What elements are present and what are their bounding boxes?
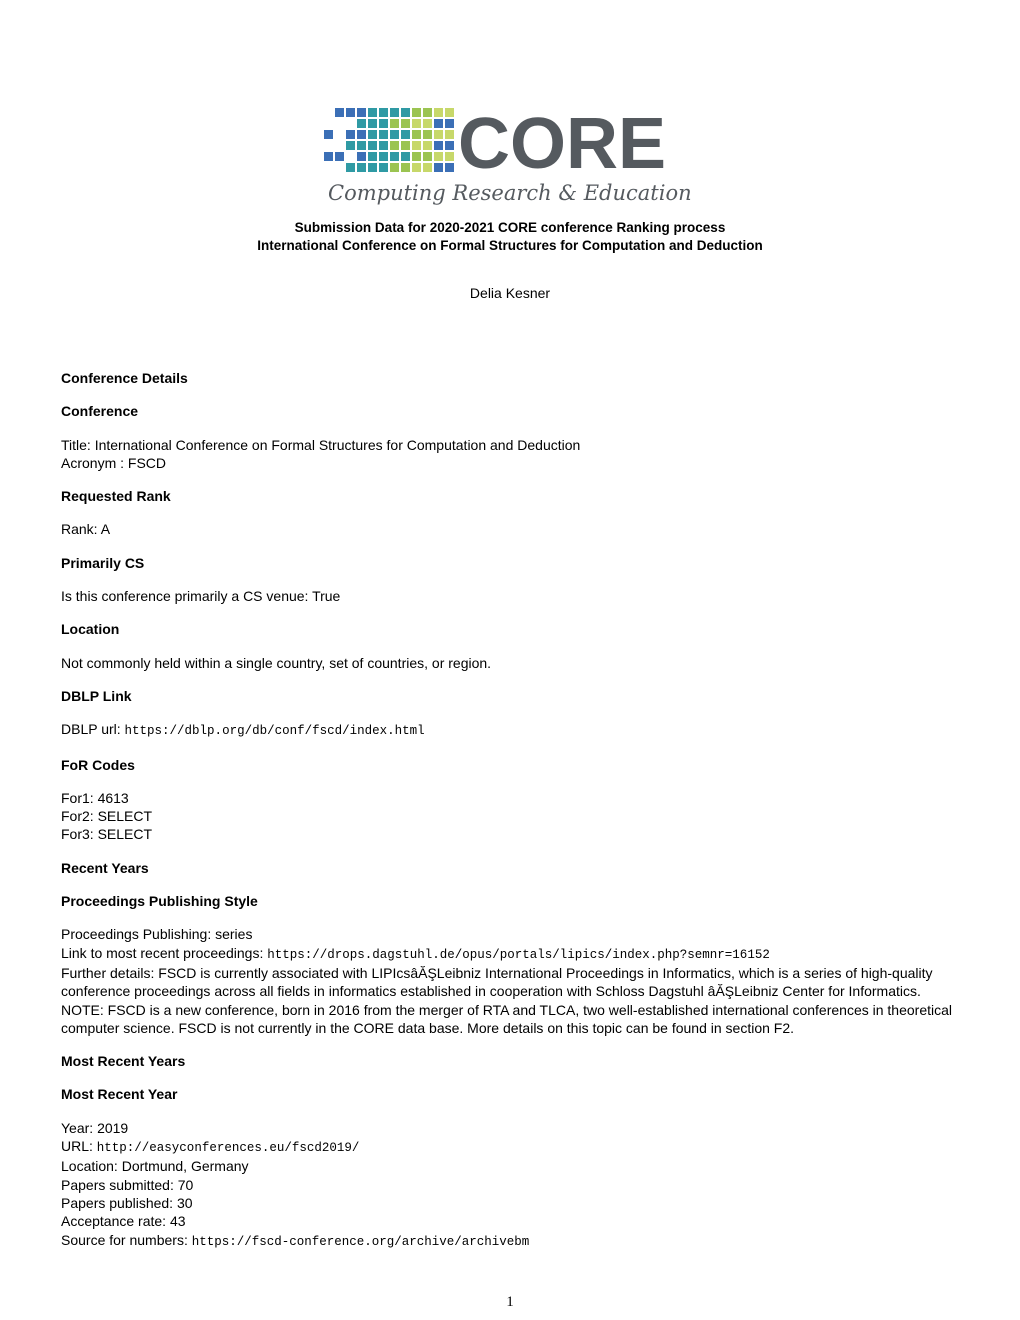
logo-pixel [434,141,443,150]
proceedings-link-label: Link to most recent proceedings: [61,944,268,961]
logo-pixel [379,130,388,139]
logo-pixel [412,163,421,172]
proceedings-url-link[interactable]: https://drops.dagstuhl.de/opus/portals/lipics/index.php?semnr=16152 [267,947,770,962]
logo-pixel [379,141,388,150]
logo-pixel [346,163,355,172]
papers-published-line: Papers published: 30 [61,1194,193,1211]
section-heading: Conference Details [61,370,188,386]
logo-pixel [401,152,410,161]
logo-pixel [368,141,377,150]
section-heading: Requested Rank [61,488,171,505]
section-heading: Recent Years [61,859,149,876]
logo-pixel [412,130,421,139]
dblp-label: DBLP url: [61,721,125,738]
dblp-line [61,720,961,740]
section-heading: Most Recent Years [61,1053,186,1070]
logo-pixel [335,108,344,117]
logo-pixel [357,119,366,128]
url-label: URL: [61,1138,97,1155]
logo-pixel [445,130,454,139]
for2-line: For2: SELECT [61,808,153,825]
logo-pixel [368,163,377,172]
for-codes [61,789,961,844]
logo-pixel [445,119,454,128]
logo-pixel [401,163,410,172]
section-heading: FoR Codes [61,756,135,773]
section-heading: Primarily CS [61,554,145,571]
logo-pixel [445,152,454,161]
logo-pixel [423,130,432,139]
for3-line: For3: SELECT [61,826,153,843]
acceptance-rate-line: Acceptance rate: 43 [61,1213,186,1230]
note-paragraph: NOTE: FSCD is a new conference, born in 2016 from the merger of RTA and TLCA, two well-established international conferences in theoretical computer science. FSCD is not currently in the CORE data base. More details on this topic can be found in section F2. [61,1001,952,1036]
proceedings-info [61,925,961,1037]
conference-url-link[interactable]: http://easyconferences.eu/fscd2019/ [96,1141,360,1156]
proceedings-publishing-line: Proceedings Publishing: series [61,926,253,943]
acronym-line: Acronym : FSCD [61,454,167,471]
logo-pixel [368,119,377,128]
papers-submitted-line: Papers submitted: 70 [61,1176,194,1193]
logo-wordmark: CORE [458,104,667,184]
for1-line: For1: 4613 [61,789,129,806]
document-body [61,369,961,1266]
logo-pixel [357,152,366,161]
url-line [61,1137,961,1157]
page-number: 1 [506,1294,514,1310]
logo-pixel [445,163,454,172]
logo-pixel [434,130,443,139]
section-heading: DBLP Link [61,687,132,704]
logo-pixel [401,141,410,150]
logo-pixel [357,130,366,139]
source-line [61,1231,961,1251]
logo-pixel [390,141,399,150]
logo-pixel [379,119,388,128]
logo-pixel [324,152,333,161]
logo-pixel [412,108,421,117]
logo-pixel [357,141,366,150]
logo-pixel [423,152,432,161]
section-heading: Most Recent Year [61,1086,178,1103]
rank-line: Rank: A [61,521,111,538]
logo-pixel [434,108,443,117]
logo-pixel [445,108,454,117]
logo-pixel [379,152,388,161]
logo-pixel [379,108,388,117]
logo-pixel [368,152,377,161]
logo-pixel [434,119,443,128]
logo-pixel [434,152,443,161]
logo-pixel [423,108,432,117]
logo-pixel [379,163,388,172]
logo-pixel [357,163,366,172]
author-name: Delia Kesner [469,285,551,301]
source-label: Source for numbers: [61,1231,192,1248]
logo-pixel [434,163,443,172]
logo-pixel [346,130,355,139]
logo-pixel [324,130,333,139]
year-line: Year: 2019 [61,1119,129,1136]
title-line: Title: International Conference on Formal Structures for Computation and Deduction [61,436,581,453]
proceedings-link-line [61,944,961,964]
core-logo [322,104,698,208]
logo-pixel [390,130,399,139]
logo-pixel [390,163,399,172]
logo-pixel [368,108,377,117]
logo-pixel [390,108,399,117]
logo-pixel [412,141,421,150]
logo-pixel [412,152,421,161]
further-details: Further details: FSCD is currently associated with LIPIcsâĂŞLeibniz International Proceedings in Informatics, which is a series of high-quality conference proceedings across all fields in informatics established in cooperation with Schloss Dagstuhl âĂŞLeibniz Center for Informatics. [61,964,933,1000]
logo-pixel [346,141,355,150]
logo-pixel-mosaic [324,108,454,172]
conference-full-title: International Conference on Formal Structures for Computation and Deduction [257,238,763,253]
logo-pixel [401,119,410,128]
logo-pixel [390,152,399,161]
logo-pixel [412,119,421,128]
logo-pixel [423,141,432,150]
logo-pixel [357,108,366,117]
section-heading: Proceedings Publishing Style [61,893,258,910]
location-line: Not commonly held within a single country, set of countries, or region. [61,654,492,671]
logo-pixel [423,119,432,128]
primarily-cs-line: Is this conference primarily a CS venue: True [61,588,341,605]
most-recent-year-info [61,1119,961,1251]
location-2019-line: Location: Dortmund, Germany [61,1158,249,1175]
conference-info [61,436,961,473]
logo-pixel [390,119,399,128]
section-heading: Location [61,621,120,638]
logo-pixel [335,152,344,161]
logo-pixel [368,130,377,139]
logo-pixel [423,163,432,172]
section-heading: Conference [61,403,139,420]
source-url-link[interactable]: https://fscd-conference.org/archive/archivebm [191,1234,530,1249]
logo-tagline: Computing Research & Education [328,181,692,205]
logo-pixel [401,108,410,117]
logo-pixel [401,130,410,139]
logo-pixel [445,141,454,150]
document-title: Submission Data for 2020-2021 CORE conference Ranking process [294,220,726,235]
dblp-url-link[interactable]: https://dblp.org/db/conf/fscd/index.html [124,724,425,739]
logo-pixel [346,108,355,117]
